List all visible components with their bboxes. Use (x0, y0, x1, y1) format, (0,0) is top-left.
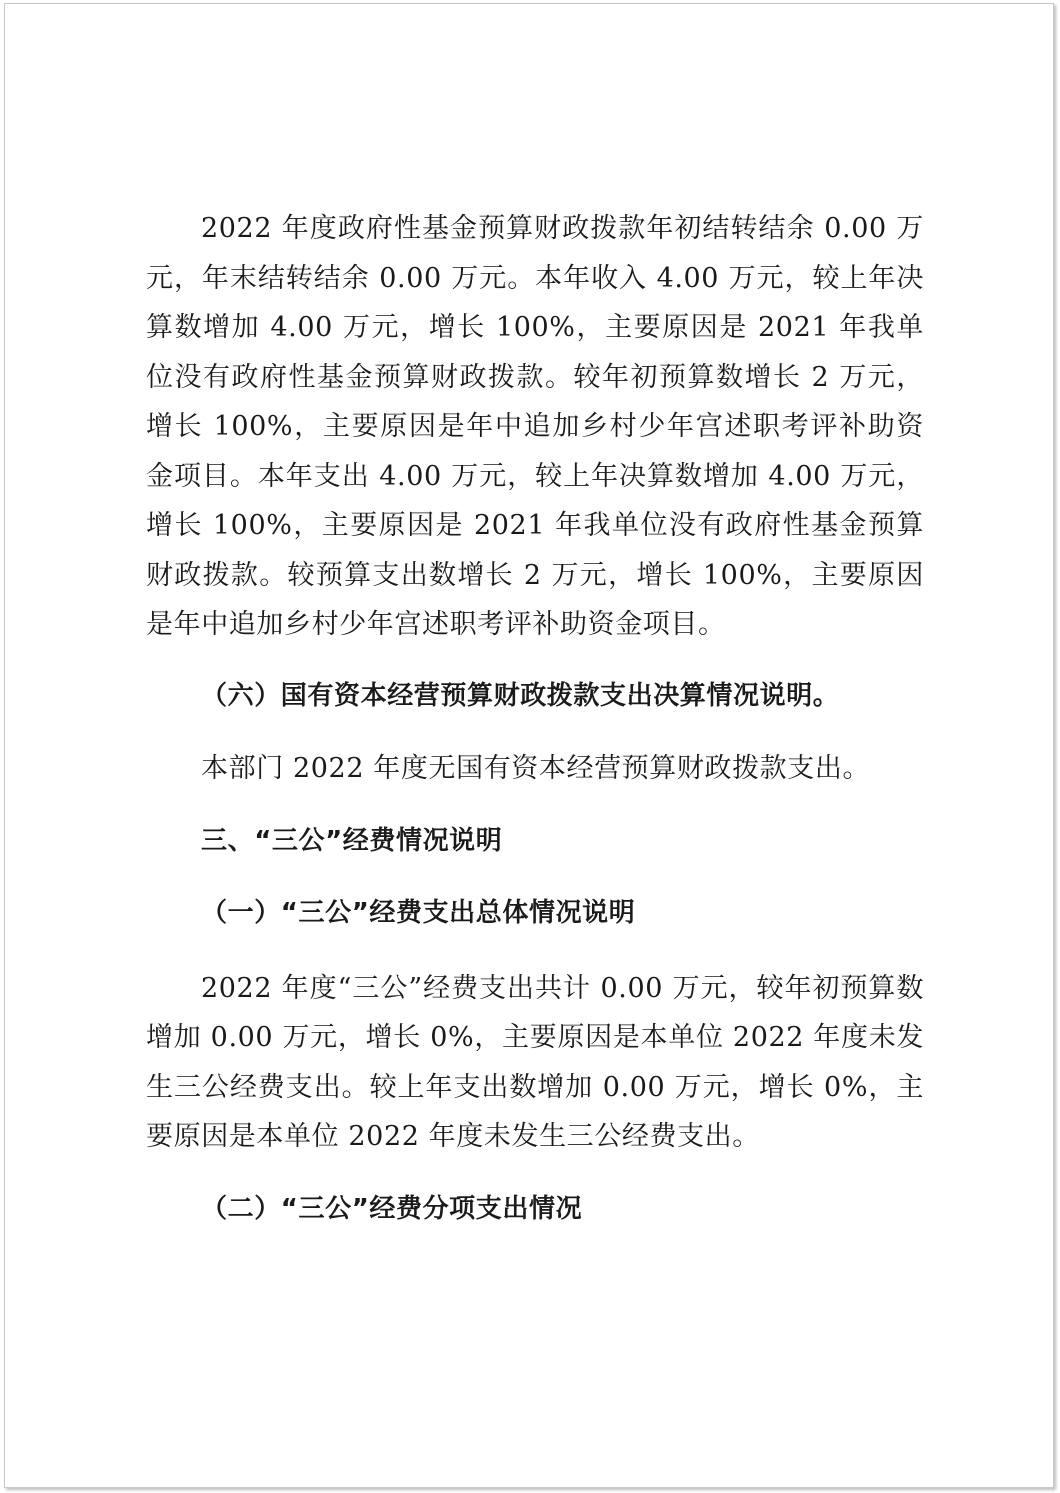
paragraph-overall-expenses: 2022 年度“三公”经费支出共计 0.00 万元，较年初预算数增加 0.00 万元，增长 0%，主要原因是本单位 2022 年度未发生三公经费支出。较上年支出数增加 0.00 万元，增长 0%，主要原因是本单位 2022 年度未发生三公经费支出。 (146, 972, 924, 1152)
document-body (146, 204, 924, 1234)
document-page (4, 3, 1054, 1488)
heading-three-public-expenses: 三、“三公”经费情况说明 (201, 825, 503, 856)
paragraph-state-capital: 本部门 2022 年度无国有资本经营预算财政拨款支出。 (201, 753, 871, 784)
heading-state-capital: （六）国有资本经营预算财政拨款支出决算情况说明。 (201, 680, 840, 711)
paragraph-government-fund: 2022 年度政府性基金预算财政拨款年初结转结余 0.00 万元，年末结转结余 0.00 万元。本年收入 4.00 万元，较上年决算数增加 4.00 万元，增长 100%，主要原因是 2021 年我单位没有政府性基金预算财政拨款。较年初预算数增长 2 万元，增长 100%，主要原因是年中追加乡村少年宫述职考评补助资金项目。本年支出 4.00 万元，较上年决算数增加 4.00 万元，增长 100%，主要原因是 2021 年我单位没有政府性基金预算财政拨款。较预算支出数增长 2 万元，增长 100%，主要原因是年中追加乡村少年宫述职考评补助资金项目。 (146, 213, 924, 640)
heading-overall-expenses: （一）“三公”经费支出总体情况说明 (201, 898, 636, 928)
heading-itemized-expenses: （二）“三公”经费分项支出情况 (201, 1193, 583, 1224)
